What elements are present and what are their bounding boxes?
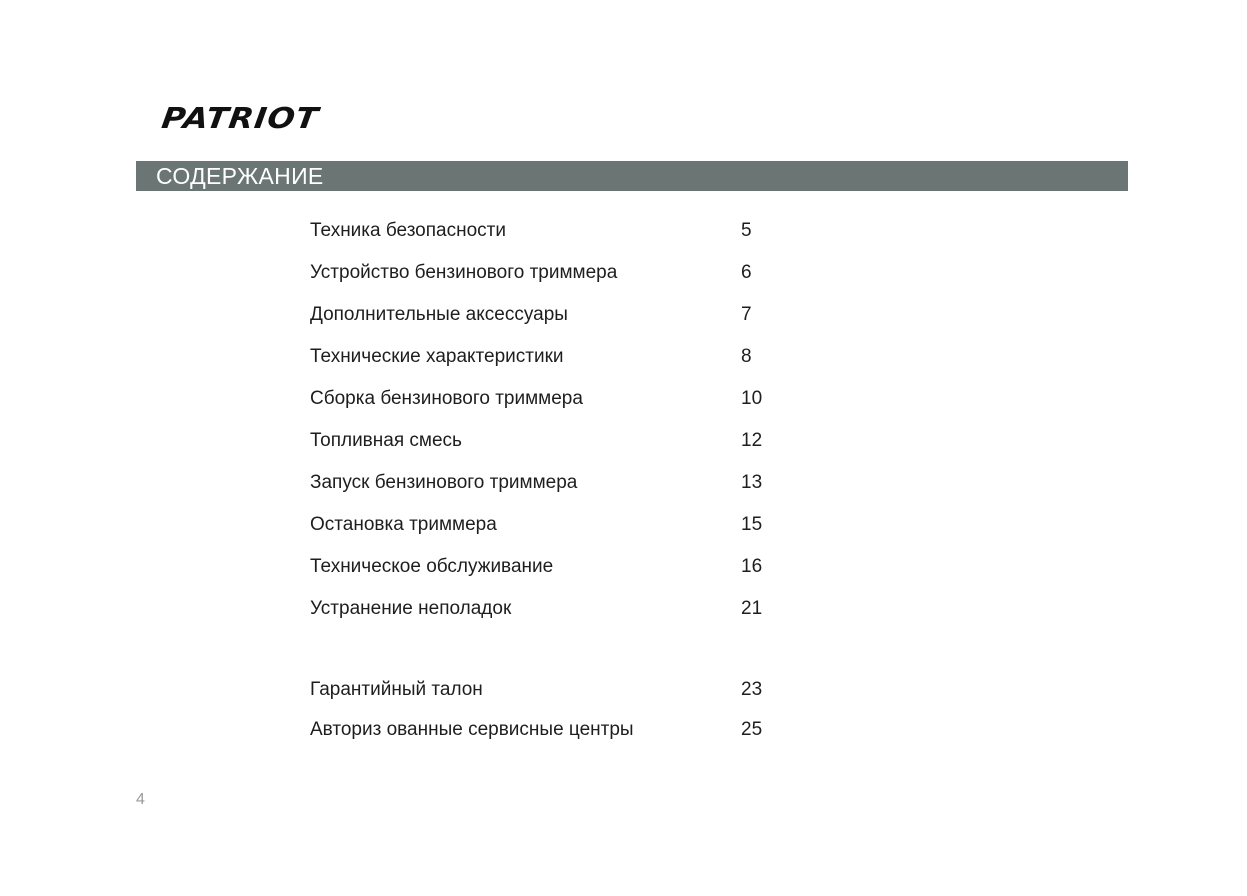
toc-row-warranty[interactable] — [310, 678, 830, 702]
toc-entry-page: 25 — [741, 719, 763, 740]
toc-entry-title: Устройство бензинового триммера — [310, 262, 618, 283]
toc-entry-title: Запуск бензинового триммера — [310, 472, 578, 493]
toc-entry-title: Дополнительные аксессуары — [310, 304, 568, 325]
brand-logo — [159, 99, 322, 137]
toc-row-safety[interactable] — [310, 219, 830, 243]
toc-row-troubleshooting[interactable] — [310, 597, 830, 621]
toc-row-assembly[interactable] — [310, 387, 830, 411]
toc-entry-page: 8 — [741, 346, 752, 367]
toc-entry-page: 10 — [741, 388, 763, 409]
toc-entry-page: 15 — [741, 514, 763, 535]
toc-entry-page: 6 — [741, 262, 752, 283]
toc-entry-title: Остановка триммера — [310, 514, 497, 535]
page-number: 4 — [136, 791, 145, 808]
toc-entry-page: 21 — [741, 598, 763, 619]
section-title: СОДЕРЖАНИЕ — [156, 163, 324, 189]
toc-row-specifications[interactable] — [310, 345, 830, 369]
toc-entry-title: Технические характеристики — [310, 346, 564, 367]
toc-entry-page: 7 — [741, 304, 752, 325]
toc-entry-page: 16 — [741, 556, 763, 577]
toc-entry-title: Устранение неполадок — [310, 598, 512, 619]
toc-entry-page: 23 — [741, 679, 763, 700]
toc-entry-page: 13 — [741, 472, 763, 493]
toc-row-stopping[interactable] — [310, 513, 830, 537]
toc-entry-title: Сборка бензинового триммера — [310, 388, 583, 409]
toc-entry-page: 5 — [741, 220, 752, 241]
toc-entry-title: Техника безопасности — [310, 220, 506, 241]
toc-entry-title: Авториз ованные сервисные центры — [310, 719, 634, 740]
section-header-bar — [136, 161, 1128, 191]
toc-row-service-centers[interactable] — [310, 718, 830, 742]
toc-row-fuel-mix[interactable] — [310, 429, 830, 453]
toc-entry-title: Техническое обслуживание — [310, 556, 554, 577]
toc-entry-title: Гарантийный талон — [310, 679, 483, 700]
toc-row-device[interactable] — [310, 261, 830, 285]
toc-row-starting[interactable] — [310, 471, 830, 495]
toc-row-accessories[interactable] — [310, 303, 830, 327]
toc-row-maintenance[interactable] — [310, 555, 830, 579]
brand-logo-text: PATRIOT — [159, 100, 322, 136]
toc-entry-title: Топливная смесь — [310, 430, 462, 451]
toc-entry-page: 12 — [741, 430, 763, 451]
